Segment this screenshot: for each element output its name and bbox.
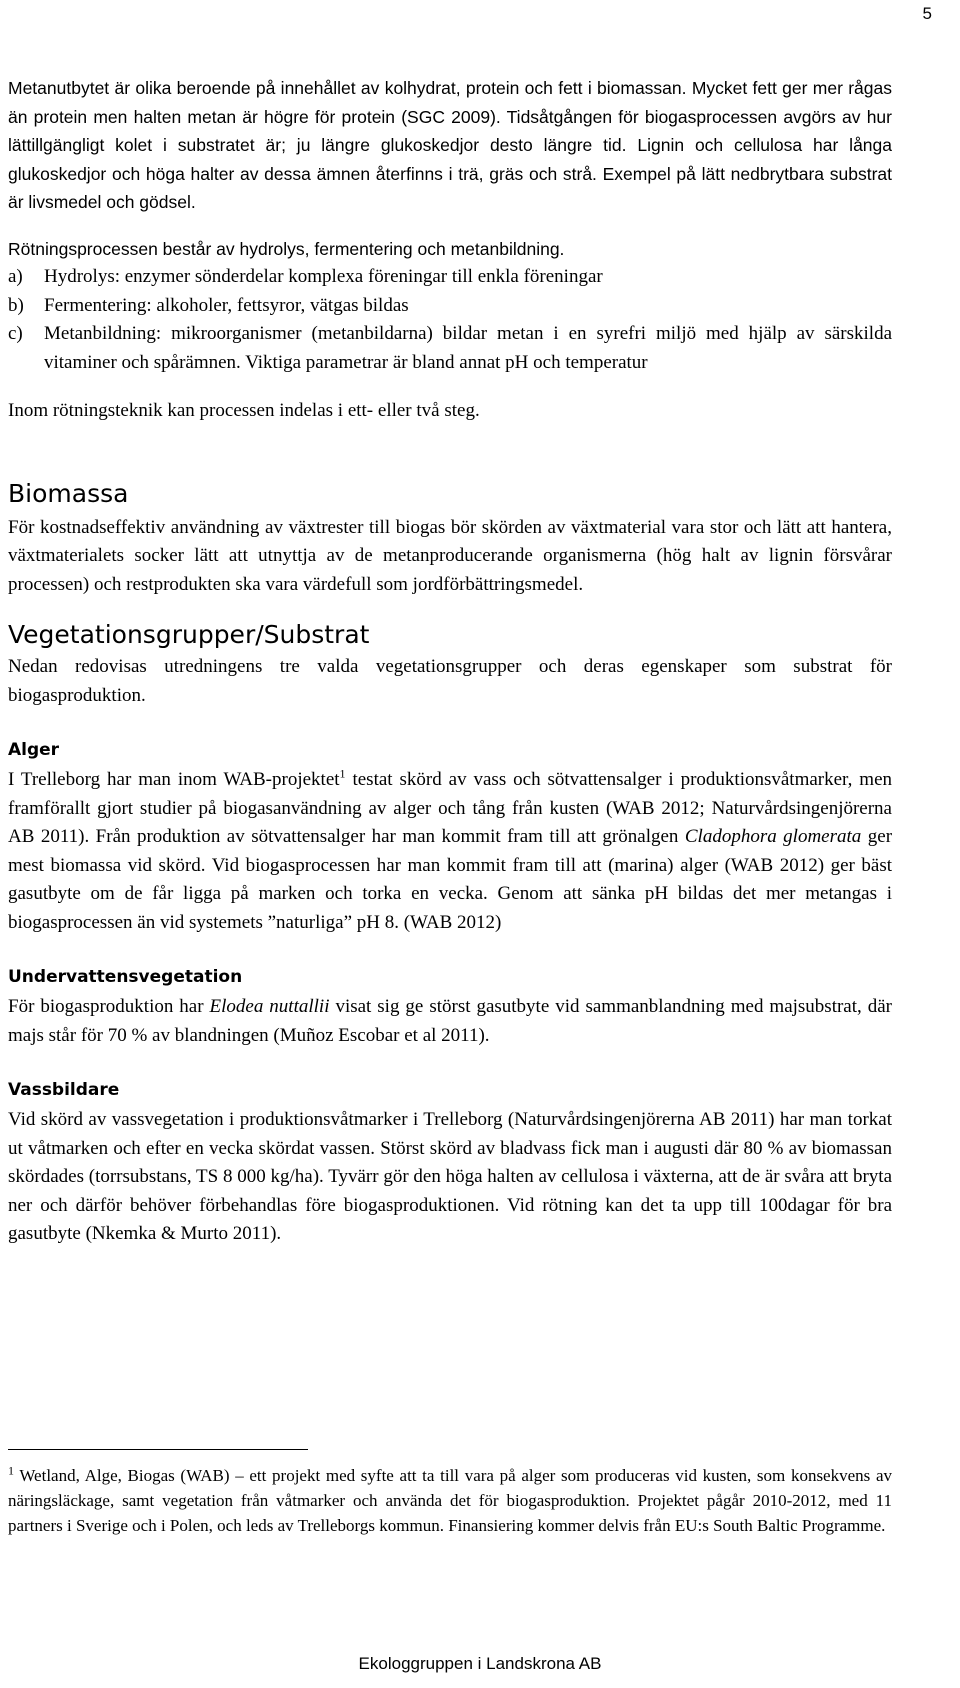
vegetation-paragraph: Nedan redovisas utredningens tre valda vegetationsgrupper och deras egenskaper som substrat för biogasproduktion. — [8, 656, 892, 706]
list-marker: a) — [8, 266, 23, 287]
section-heading-vegetation: Vegetationsgrupper/Substrat — [8, 620, 370, 649]
list-marker: b) — [8, 294, 24, 316]
list-text: Fermentering: alkoholer, fettsyror, vätgas bildas — [44, 294, 409, 316]
list-marker: c) — [8, 323, 23, 344]
list-text: Metanbildning: mikroorganismer (metanbildarna) bildar metan i en syrefri miljö med hjälp av särskilda vitaminer och spårämnen. Viktiga parametrar är bland annat pH och temperatur — [44, 323, 892, 373]
subheading-alger: Alger — [8, 740, 60, 760]
subheading-undervatten: Undervattensvegetation — [8, 967, 243, 987]
species-name: Elodea nuttallii — [209, 996, 330, 1017]
footnote-ref: 1 — [339, 766, 346, 781]
section-heading-biomassa: Biomassa — [8, 478, 129, 508]
page-footer: Ekologgruppen i Landskrona AB — [358, 1654, 602, 1673]
species-name: Cladophora glomerata — [684, 826, 862, 847]
footnote — [8, 1463, 892, 1538]
footnote-text: Wetland, Alge, Biogas (WAB) – ett projekt med syfte att ta till vara på alger som produceras vid kusten, som konsekvens av näringsläckage, samt vegetation från våtmarker och använda det för biogasproduktion. Projektet pågår 2010-2012, med 11 partners i Sverige och i Polen, och leds av Trelleborgs kommun. Finansiering kommer delvis från EU:s South Baltic Programme. — [8, 1466, 892, 1535]
footnote-separator — [8, 1449, 308, 1450]
process-steps-list — [8, 263, 892, 377]
page-number: 5 — [922, 4, 932, 23]
process-steps-note: Inom rötningsteknik kan processen indelas i ett- eller två steg. — [8, 400, 480, 421]
list-item — [8, 320, 892, 377]
alger-paragraph: I Trelleborg har man inom WAB-projektet$^1$ testat skörd av vass och sötvattensalger i produktionsvåtmarker, men framförallt gjort studier på biogasanvändning av alger och tång från kusten (WAB 2012; Naturvårdsingenjörerna AB 2011). Från produktion av sötvattensalger har man kommit fram till att grönalgen Cladophora glomerata ger mest biomassa vid skörd. Vid biogasprocessen har man kommit fram till att (marina) alger (WAB 2012) ger bäst gasutbyte om de får ligga på marken och torka en vecka. Genom att sänka pH bildas det mer metangas i biogasprocessen än vid systemets ”naturliga” pH 8. (WAB 2012) — [8, 766, 893, 933]
list-text: Hydrolys: enzymer sönderdelar komplexa föreningar till enkla föreningar — [44, 266, 603, 287]
page-content — [8, 74, 892, 1249]
subheading-vassbildare: Vassbildare — [8, 1080, 120, 1100]
vassbildare-paragraph: Vid skörd av vassvegetation i produktionsvåtmarker i Trelleborg (Naturvårdsingenjörerna AB 2011) har man torkat ut våtmarken och efter en vecka skördat vassen. Störst skörd av bladvass fick man i augusti där 80 % av biomassan skördades (torrsubstans, TS 8 000 kg/ha). Tyvärr gör den höga halten av cellulosa i växterna, att de är svåra att bryta ner och därför behöver förbehandlas före biogasproduktionen. Vid rötning kan det ta upp till 100dagar för bra gasutbyte (Nkemka & Murto 2011). — [8, 1109, 892, 1244]
list-item — [8, 263, 892, 292]
footnote-number: 1 — [8, 1463, 14, 1478]
process-intro: Rötningsprocessen består av hydrolys, fermentering och metanbildning. — [8, 238, 565, 259]
biomassa-paragraph: För kostnadseffektiv användning av växtrester till biogas bör skörden av växtmaterial vara stor och lätt att hantera, växtmaterialets socker lätt att utnyttja av de metanproducerande organismerna (hög halt av lignin försvårar processen) och restprodukten ska vara värdefull som jordförbättringsmedel. — [8, 516, 892, 595]
list-item — [8, 292, 892, 321]
intro-paragraph: Metanutbytet är olika beroende på innehållet av kolhydrat, protein och fett i biomassan. Mycket fett ger mer rågas än protein men halten metan är högre för protein (SGC 2009). Tidsåtgången för biogasprocessen avgörs av hur lättillgängligt kolet i substratet är; ju längre glukoskedjor desto längre tid. Lignin och cellulosa har långa glukoskedjor och höga halter av dessa ämnen återfinns i trä, gräs och strå. Exempel på lätt nedbrytbara substrat är livsmedel och gödsel. — [8, 78, 892, 212]
undervatten-paragraph: För biogasproduktion har Elodea nuttallii visat sig ge störst gasutbyte vid sammanblandning med majsubstrat, där majs står för 70 % av blandningen (Muñoz Escobar et al 2011). — [8, 996, 892, 1046]
